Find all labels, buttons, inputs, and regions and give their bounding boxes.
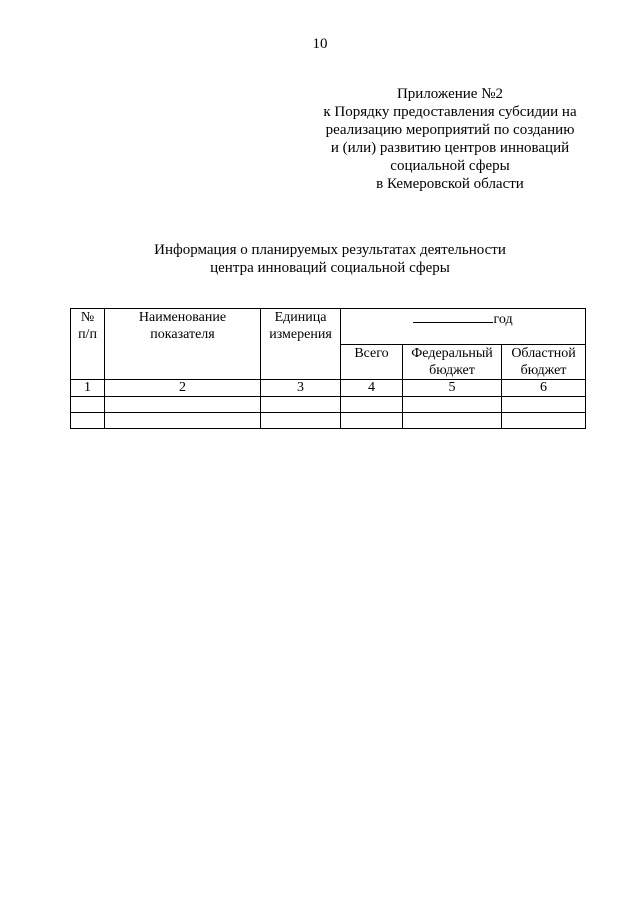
results-table bbox=[70, 308, 586, 429]
table-cell bbox=[403, 413, 502, 429]
appendix-line: социальной сферы bbox=[390, 158, 510, 174]
column-number: 2 bbox=[105, 380, 261, 397]
header-total: Всего bbox=[341, 345, 403, 380]
header-unit: Единица измерения bbox=[261, 309, 341, 380]
column-number: 3 bbox=[261, 380, 341, 397]
title-line: Информация о планируемых результатах деятельности bbox=[154, 242, 506, 258]
appendix-line: Приложение №2 bbox=[396, 86, 504, 102]
table-cell bbox=[71, 397, 105, 413]
table-cell bbox=[71, 413, 105, 429]
header-regional-budget: Областной бюджет bbox=[502, 345, 586, 380]
appendix-line: к Порядку предоставления субсидии на bbox=[323, 104, 577, 120]
appendix-header bbox=[300, 85, 600, 193]
table-header-row bbox=[71, 309, 586, 345]
header-federal-budget: Федеральный бюджет bbox=[403, 345, 502, 380]
table-cell bbox=[502, 413, 586, 429]
appendix-line: и (или) развитию центров инноваций bbox=[330, 140, 570, 156]
column-number: 6 bbox=[502, 380, 586, 397]
column-number: 5 bbox=[403, 380, 502, 397]
column-number: 4 bbox=[341, 380, 403, 397]
table-cell bbox=[261, 413, 341, 429]
year-label: год bbox=[493, 312, 513, 327]
column-number: 1 bbox=[71, 380, 105, 397]
table-cell bbox=[105, 397, 261, 413]
table-cell bbox=[261, 397, 341, 413]
document-title bbox=[0, 241, 640, 277]
header-number: № п/п bbox=[71, 309, 105, 380]
table-cell bbox=[341, 413, 403, 429]
table-cell bbox=[105, 413, 261, 429]
table-row bbox=[71, 413, 586, 429]
header-year bbox=[341, 309, 586, 345]
year-blank-line bbox=[413, 309, 493, 323]
appendix-line: в Кемеровской области bbox=[376, 176, 524, 192]
appendix-line: реализацию мероприятий по созданию bbox=[325, 122, 575, 138]
table-row bbox=[71, 397, 586, 413]
table-cell bbox=[403, 397, 502, 413]
page-number: 10 bbox=[312, 36, 328, 52]
header-indicator-name: Наименование показателя bbox=[105, 309, 261, 380]
table-cell bbox=[502, 397, 586, 413]
table-cell bbox=[341, 397, 403, 413]
title-line: центра инноваций социальной сферы bbox=[210, 260, 450, 276]
column-numbers-row bbox=[71, 380, 586, 397]
